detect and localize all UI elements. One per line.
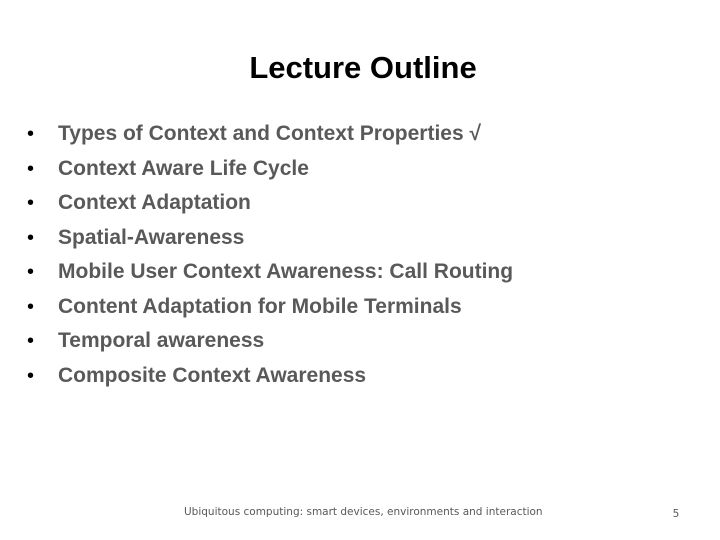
bullet-marker: •: [27, 192, 35, 214]
slide-footer: Ubiquitous computing: smart devices, environments and interaction: [184, 506, 543, 518]
bullet-marker: •: [27, 330, 35, 352]
bullet-marker: •: [27, 261, 35, 283]
bullet-item: [27, 290, 513, 325]
bullet-marker: •: [27, 123, 35, 145]
bullet-marker: •: [27, 157, 35, 180]
bullet-item: [27, 152, 513, 187]
bullet-text: Composite Context Awareness: [58, 363, 367, 387]
bullet-item: [27, 221, 513, 256]
page-number: 5: [672, 508, 680, 520]
bullet-item: [27, 255, 513, 290]
bullet-text: Context Adaptation: [58, 191, 251, 214]
bullet-marker: •: [27, 364, 35, 387]
bullet-text: Content Adaptation for Mobile Terminals: [58, 294, 462, 318]
bullet-item: [27, 186, 513, 221]
bullet-text: Mobile User Context Awareness: Call Routing: [58, 260, 514, 283]
bullet-text: Spatial-Awareness: [58, 225, 245, 249]
slide-title: Lecture Outline: [249, 50, 477, 85]
bullet-marker: •: [27, 295, 35, 318]
bullet-text: Types of Context and Context Properties √: [58, 122, 482, 145]
bullet-item: [27, 324, 513, 359]
bullet-marker: •: [27, 226, 35, 249]
bullet-item: [27, 117, 513, 152]
bullet-item: [27, 359, 513, 394]
bullet-list: [27, 117, 513, 393]
bullet-text: Context Aware Life Cycle: [58, 156, 309, 180]
bullet-text: Temporal awareness: [58, 329, 265, 352]
